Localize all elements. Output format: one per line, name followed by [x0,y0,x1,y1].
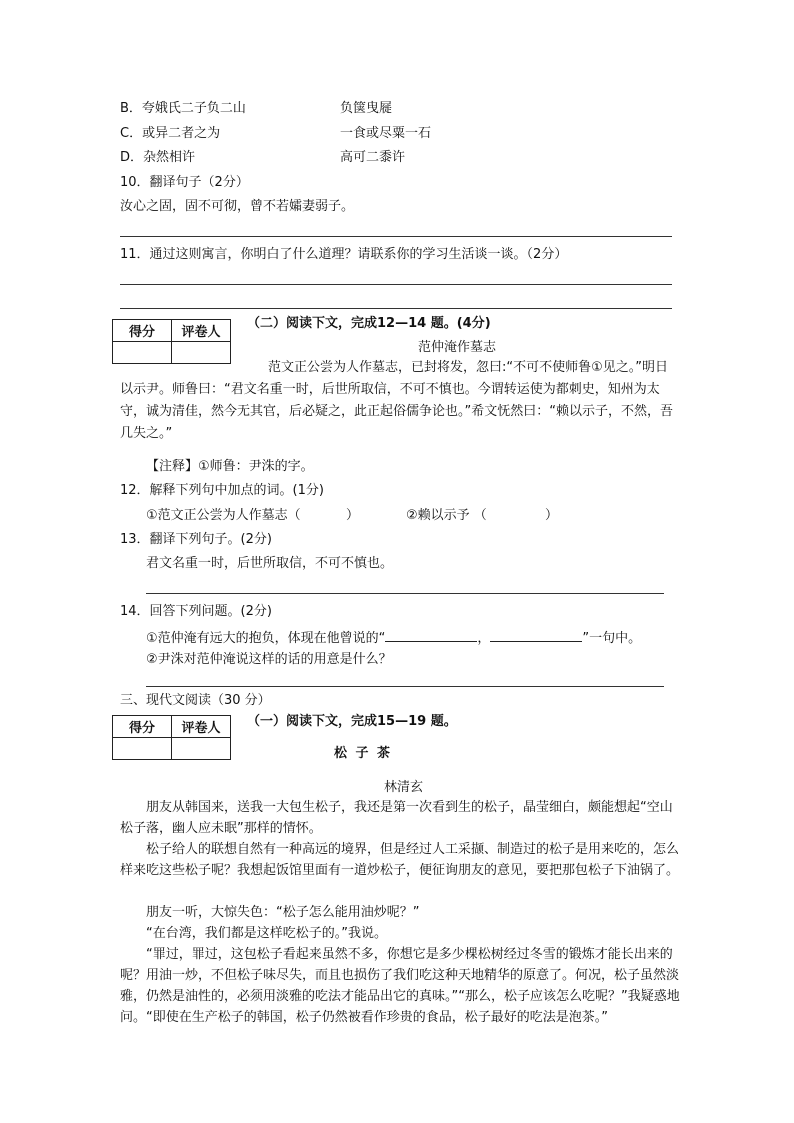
section2-text-title: 范仲淹作墓志 [418,340,497,355]
section3-paragraph-5: “罪过，罪过，这包松子看起来虽然不多，你想它是多少棵松树经过冬雪的锻炼才能长出来的呢？用油一炒，不但松子味尽失，而且也损伤了我们吃这种天地精华的原意了。何况，松子虽然淡雅，仍然是油性的，必须用淡雅的吃法才能品出它的真味。”“那么，松子应该怎么吃呢？”我疑惑地问。“即使在生产松子的韩国，松子仍然被看作珍贵的食品，松子最好的吃法是泡茶。” [120,947,680,1025]
q14-item-b: ②尹洙对范仲淹说这样的话的用意是什么？ [146,652,392,667]
q14-item-a-start: ①范仲淹有远大的抱负，体现在他曾说的“ [146,631,386,646]
q13-sentence: 君文名重一时，后世所取信，不可不慎也。 [146,556,394,571]
q9-option-b-compare: 负箧曳屣 [340,101,393,116]
q14-item-a-end: ”一句中。 [582,631,642,646]
q9-option-d-compare: 高可二黍许 [340,150,406,165]
q14-title: 14．回答下列问题。(2分) [120,604,272,619]
q12-item-b-close: ） [545,508,559,523]
q12-item-a-close: ） [346,508,360,523]
q9-option-c-compare: 一食或尽粟一石 [340,126,432,141]
section2-heading: （二）阅读下文，完成12—14 题。(4分) [247,316,491,331]
score-cell[interactable] [113,738,172,760]
section3-paragraph-2: 松子给人的联想自然有一种高远的境界，但是经过人工采撷、制造过的松子是用来吃的，怎么样来吃这些松子呢？我想起饭馆里面有一道炒松子，便征询朋友的意见，要把那包松子下油锅了。 [120,842,680,878]
q11-answer-line-1[interactable] [120,284,672,285]
grader-label: 评卷人 [172,716,231,738]
grader-label: 评卷人 [172,320,231,342]
q14-item-a-mid: ， [477,631,491,646]
section2-note: 【注释】①师鲁：尹洙的字。 [146,459,314,474]
q14-blank-1[interactable] [385,628,477,642]
score-box-section3 [112,715,231,760]
score-label: 得分 [113,320,172,342]
section3-text-title: 松 子 茶 [334,746,393,761]
section3-paragraph-4: “在台湾，我们都是这样吃松子的。”我说。 [146,926,387,941]
q14-blank-2[interactable] [490,628,582,642]
q9-option-b: B．夸娥氏二子负二山 [120,101,246,116]
q12-title: 12．解释下列句中加点的词。(1分) [120,483,324,498]
q12-item-a: ①范文正公尝为人作墓志（ [146,508,301,523]
q9-option-d: D．杂然相许 [120,150,196,165]
q10-answer-line[interactable] [120,236,672,237]
section3-sub-heading: （一）阅读下文，完成15—19 题。 [247,714,457,729]
q13-title: 13．翻译下列句子。(2分) [120,532,272,547]
q10-sentence: 汝心之固，固不可彻，曾不若孀妻弱子。 [120,199,355,214]
q10-title: 10．翻译句子（2分） [120,175,249,190]
q14-answer-line[interactable] [146,686,664,687]
q11-answer-line-2[interactable] [120,308,672,309]
score-label: 得分 [113,716,172,738]
q14-item-a [146,628,641,647]
q9-option-c: C．或异二者之为 [120,126,221,141]
section3-paragraph-3: 朋友一听，大惊失色：“松子怎么能用油炒呢？” [146,905,420,920]
section2-passage: 范文正公尝为人作墓志，已封将发，忽曰:“不可不使师鲁①见之。”明日以示尹。师鲁曰：“君文名重一时，后世所取信，不可不慎也。今谓转运使为都刺史，知州为太守，诚为清佳，然今无其官，后必疑之，此正起俗儒争论也。”希文怃然曰：“赖以示子，不然，吾几失之。” [120,360,673,441]
grader-cell[interactable] [172,738,231,760]
section3-paragraph-1: 朋友从韩国来，送我一大包生松子，我还是第一次看到生的松子，晶莹细白，颇能想起“空山松子落，幽人应未眠”那样的情怀。 [120,800,673,836]
section3-heading: 三、现代文阅读（30 分） [120,693,271,708]
q12-item-b: ②赖以示予 （ [406,508,487,523]
q13-answer-line[interactable] [146,593,664,594]
section3-author: 林清玄 [384,780,424,795]
q11-title: 11．通过这则寓言，你明白了什么道理？请联系你的学习生活谈一谈。（2分） [120,247,568,262]
